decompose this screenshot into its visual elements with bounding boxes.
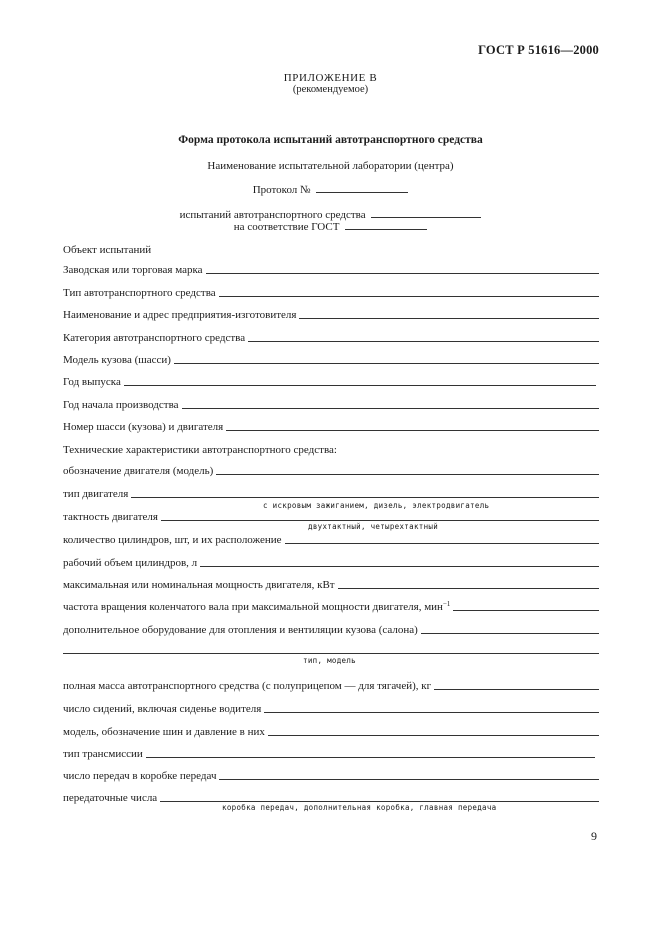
body-model-blank[interactable] [174, 354, 599, 364]
field-manufacturer: Наименование и адрес предприятия-изготовителя [63, 307, 599, 321]
field-category: Категория автотранспортного средства [63, 330, 599, 344]
form-title: Форма протокола испытаний автотранспортного средства [178, 134, 483, 146]
rpm-blank[interactable] [453, 601, 599, 611]
rpm-unit-exponent: −1 [442, 600, 451, 608]
seats-blank[interactable] [264, 703, 599, 713]
gost-compliance-line [0, 220, 661, 233]
ratios-caption: коробка передач, дополнительная коробка, главная передача [222, 803, 497, 812]
field-ratios: передаточные числа [63, 790, 599, 804]
field-vehicle-type: Тип автотранспортного средства [63, 285, 599, 299]
test-subject-label: испытаний автотранспортного средства [179, 209, 366, 221]
engine-stroke-caption: двухтактный, четырехтактный [308, 522, 439, 531]
field-body-model: Модель кузова (шасси) [63, 352, 599, 366]
field-cylinders: количество цилиндров, шт, и их расположение [63, 532, 599, 546]
field-year: Год выпуска [63, 374, 596, 388]
engine-type-blank[interactable] [131, 488, 599, 498]
gears-blank[interactable] [219, 770, 599, 780]
category-blank[interactable] [248, 332, 599, 342]
field-transmission: тип трансмиссии [63, 746, 595, 760]
lab-name-label: Наименование испытательной лаборатории (центра) [207, 160, 454, 172]
gost-number-blank[interactable] [345, 220, 427, 230]
tires-blank[interactable] [268, 726, 599, 736]
tech-heading: Технические характеристики автотранспортного средства: [63, 444, 337, 456]
heating-blank[interactable] [421, 624, 599, 634]
page-number: 9 [591, 829, 597, 843]
standard-code: ГОСТ Р 51616—2000 [478, 43, 599, 57]
field-mass: полная масса автотранспортного средства (с полуприцепом — для тягачей), кг [63, 678, 599, 692]
field-engine-stroke: тактность двигателя [63, 509, 599, 523]
protocol-number-line [0, 183, 661, 196]
brand-blank[interactable] [206, 264, 599, 274]
field-engine-type: тип двигателя [63, 486, 599, 500]
object-heading: Объект испытаний [63, 244, 152, 256]
field-heating: дополнительное оборудование для отопления и вентиляции кузова (салона) [63, 622, 599, 636]
field-seats: число сидений, включая сиденье водителя [63, 701, 599, 715]
field-rpm [63, 599, 599, 613]
mass-blank[interactable] [434, 680, 599, 690]
heating-second-line[interactable] [63, 653, 599, 654]
ratios-blank[interactable] [160, 792, 599, 802]
power-blank[interactable] [338, 579, 599, 589]
vehicle-type-blank[interactable] [219, 287, 599, 297]
year-blank[interactable] [124, 376, 596, 386]
appendix-note: (рекомендуемое) [292, 84, 369, 95]
field-displacement: рабочий объем цилиндров, л [63, 555, 599, 569]
engine-designation-blank[interactable] [216, 465, 599, 475]
field-power: максимальная или номинальная мощность двигателя, кВт [63, 577, 599, 591]
engine-stroke-blank[interactable] [161, 511, 599, 521]
displacement-blank[interactable] [200, 557, 599, 567]
transmission-blank[interactable] [146, 748, 595, 758]
field-chassis-engine-no: Номер шасси (кузова) и двигателя [63, 419, 599, 433]
field-engine-designation: обозначение двигателя (модель) [63, 463, 599, 477]
field-tires: модель, обозначение шин и давление в них [63, 724, 599, 738]
appendix-title: ПРИЛОЖЕНИЕ В [283, 72, 378, 84]
field-gears: число передач в коробке передач [63, 768, 599, 782]
protocol-label: Протокол № [252, 184, 311, 196]
production-start-blank[interactable] [182, 399, 599, 409]
test-subject-blank[interactable] [371, 208, 481, 218]
field-production-start: Год начала производства [63, 397, 599, 411]
gost-compliance-label: на соответствие ГОСТ [233, 221, 340, 233]
protocol-number-blank[interactable] [316, 183, 408, 193]
chassis-engine-blank[interactable] [226, 421, 599, 431]
cylinders-blank[interactable] [285, 534, 599, 544]
rpm-label: частота вращения коленчатого вала при максимальной мощности двигателя, мин [63, 601, 443, 613]
engine-type-caption: с искровым зажиганием, дизель, электродвигатель [263, 501, 490, 510]
manufacturer-blank[interactable] [299, 309, 599, 319]
field-brand: Заводская или торговая марка [63, 262, 599, 276]
heating-caption: тип, модель [303, 656, 356, 665]
